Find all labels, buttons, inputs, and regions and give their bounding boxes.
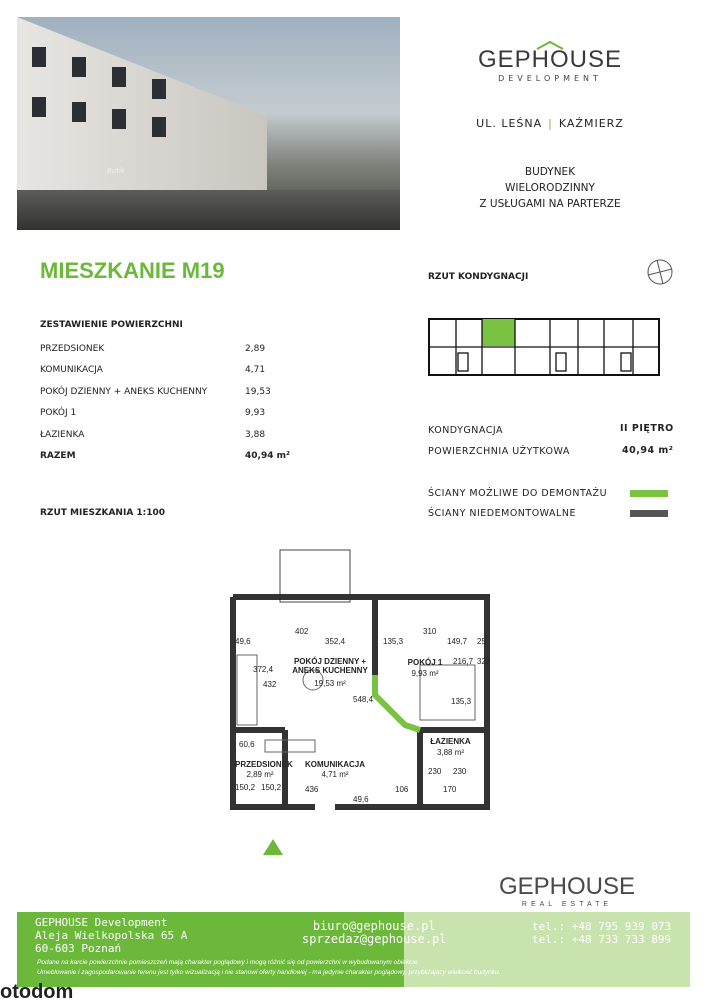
total-value: 40,94 m²	[245, 451, 290, 462]
disclaimer-line: Podane na karcie powierzchnie pomieszczeń mają charakter poglądowy i mogą różnić się od powierzchni w wybudowanym obiekcie.	[37, 959, 420, 966]
dimension: 49,6	[235, 637, 251, 646]
usable-area-label: POWIERZCHNIA UŻYTKOWA	[428, 446, 570, 457]
legend-swatch-gray	[630, 510, 668, 517]
dimension: 150,2	[261, 783, 282, 792]
logo-text: GEPHOUSE	[498, 873, 636, 900]
building-description	[430, 164, 670, 212]
dimension: 25	[477, 637, 486, 646]
apartment-title: MIESZKANIE M19	[40, 258, 225, 283]
street: UL. LEŚNA	[476, 117, 543, 130]
company-name: GEPHOUSE Development	[35, 916, 168, 929]
compass-icon	[645, 258, 675, 286]
address	[430, 117, 670, 130]
room-name: ŁAZIENKA	[40, 429, 85, 440]
road	[17, 190, 400, 230]
building-line: BUDYNEK	[524, 166, 576, 178]
disclaimer-line: Umeblowanie i zagospodarowanie terenu jest tylko wizualizacją i nie stanowi oferty handlowej - ma jedynie charakter poglądowy, przybliżający wielkość budynku.	[37, 969, 501, 976]
emails	[302, 920, 447, 946]
total-row	[40, 446, 305, 468]
dimension: 60,6	[239, 740, 255, 749]
table-row	[40, 338, 305, 360]
area-table	[40, 338, 305, 467]
room1-area: 9,93 m²	[411, 669, 439, 678]
disclaimer	[37, 958, 500, 978]
table-row	[40, 403, 305, 425]
city: 60-603 Poznań	[35, 942, 122, 955]
logo-sub: REAL ESTATE	[521, 901, 613, 908]
dimension: 230	[428, 767, 442, 776]
vestibule-label: PRZEDSIONEK	[235, 760, 293, 769]
town: KAŹMIERZ	[558, 117, 624, 130]
dimension: 327	[477, 657, 491, 666]
phone[interactable]: tel.: +48 795 939 073	[532, 920, 672, 933]
table-row	[40, 360, 305, 382]
room1-label: POKÓJ 1	[407, 658, 443, 667]
area-summary-heading: ZESTAWIENIE POWIERZCHNI	[40, 320, 183, 330]
gephouse-logo	[430, 40, 670, 83]
table-row	[40, 381, 305, 403]
watermark: otodom	[0, 981, 74, 1003]
room-area: 4,71	[245, 365, 266, 376]
north-arrow-icon	[262, 838, 284, 856]
dimension: 135,3	[383, 637, 404, 646]
room-name: PRZEDSIONEK	[40, 343, 105, 354]
bathroom-area: 3,88 m²	[436, 748, 465, 757]
building	[17, 17, 267, 197]
footer	[17, 873, 690, 987]
dimension: 548,4	[353, 695, 374, 704]
phones	[532, 920, 671, 946]
usable-area-value: 40,94 m²	[622, 445, 674, 456]
table-row	[40, 424, 305, 446]
legend-swatch-green	[630, 490, 668, 497]
company-address	[35, 916, 187, 955]
room-area: 2,89	[245, 343, 266, 354]
real-estate-logo	[467, 874, 667, 909]
bathroom-label: ŁAZIENKA	[430, 737, 471, 746]
room-area: 9,93	[245, 408, 266, 419]
dimension: 436	[305, 785, 319, 794]
email-link[interactable]: sprzedaz@gephouse.pl	[302, 932, 447, 946]
legend-demountable-label: ŚCIANY MOŻLIWE DO DEMONTAŻU	[428, 488, 608, 499]
dimension: 230	[453, 767, 467, 776]
dimension: 310	[423, 627, 437, 636]
building-floor-plan	[428, 313, 660, 381]
street: Aleja Wielkopolska 65 A	[35, 929, 188, 942]
living-room-area: 19,53 m²	[314, 679, 346, 688]
corridor-label: KOMUNIKACJA	[305, 760, 365, 769]
apartment-plan	[225, 545, 495, 815]
shop-sign: Butik	[107, 167, 125, 175]
vestibule-area: 2,89 m²	[246, 770, 274, 779]
building-visualization	[17, 17, 400, 230]
dimension: 106	[395, 785, 409, 794]
dimension: 149,7	[447, 637, 468, 646]
email-link[interactable]: biuro@gephouse.pl	[312, 919, 436, 933]
total-label: RAZEM	[40, 451, 76, 462]
corridor-area: 4,71 m²	[321, 770, 349, 779]
building-line: Z USŁUGAMI NA PARTERZE	[479, 198, 621, 210]
floor-label: KONDYGNACJA	[428, 425, 503, 436]
room-name: POKÓJ DZIENNY + ANEKS KUCHENNY	[40, 386, 208, 397]
dimension: 372,4	[253, 665, 274, 674]
dimension: 170	[443, 785, 457, 794]
dimension: 135,3	[451, 697, 472, 706]
legend-fixed-label: ŚCIANY NIEDEMONTOWALNE	[428, 508, 576, 519]
dimension: 216,7	[453, 657, 474, 666]
floor-value: II PIĘTRO	[620, 423, 674, 434]
phone[interactable]: tel.: +48 733 733 899	[532, 933, 672, 946]
room-name: KOMUNIKACJA	[40, 365, 103, 376]
living-room-label: POKÓJ DZIENNY + ANEKS KUCHENNY	[292, 657, 368, 675]
room-area: 3,88	[245, 429, 266, 440]
room-name: POKÓJ 1	[40, 408, 77, 419]
floor-plan-heading: RZUT KONDYGNACJI	[428, 272, 529, 282]
plan-heading: RZUT MIESZKANIA 1:100	[40, 508, 166, 518]
brand-sub: DEVELOPMENT	[498, 74, 602, 83]
building-line: WIELORODZINNY	[505, 182, 595, 194]
dimension: 402	[295, 627, 309, 636]
dimension: 49,6	[353, 795, 369, 804]
dimension: 150,2	[235, 783, 256, 792]
dimension: 352,4	[325, 637, 346, 646]
room-area: 19,53	[245, 386, 271, 397]
separator: |	[548, 117, 553, 130]
dimension: 432	[263, 680, 277, 689]
brand-name: GEPHOUSE	[477, 46, 623, 73]
